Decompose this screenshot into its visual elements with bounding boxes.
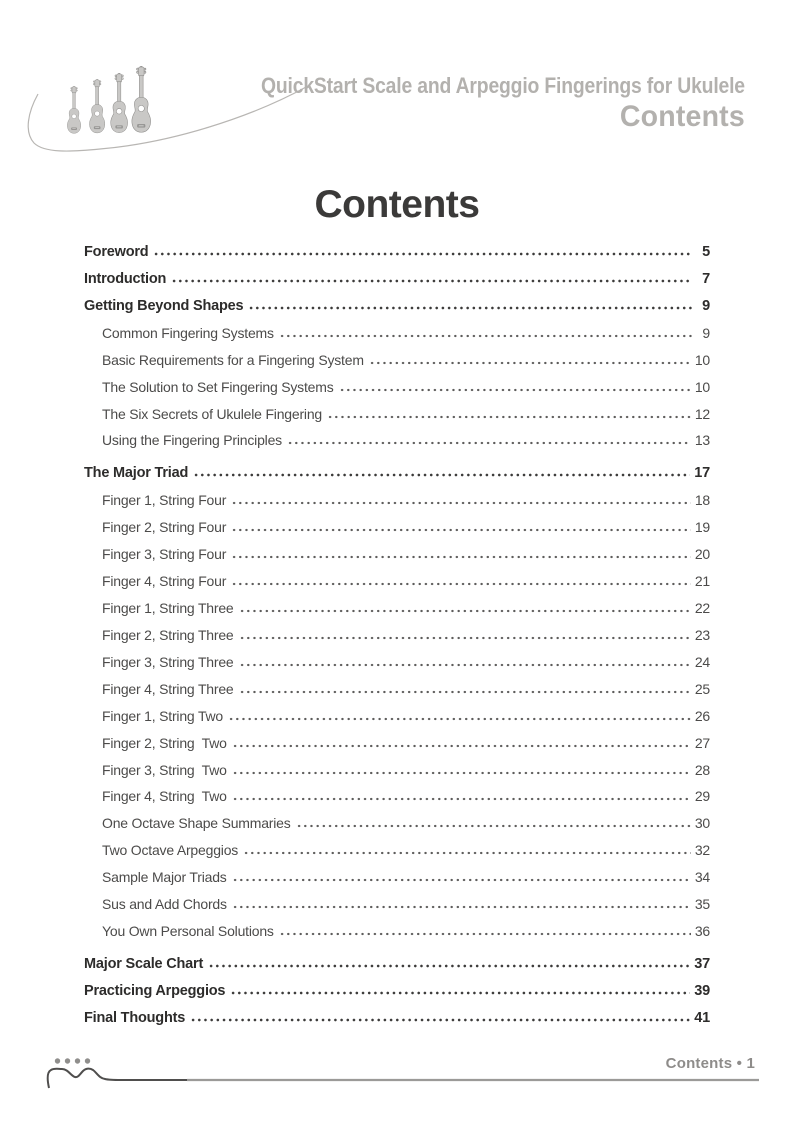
toc-entry (84, 319, 710, 346)
guitar-body-outline-icon (45, 1046, 760, 1090)
toc-leader-dots (231, 555, 691, 559)
toc-entry-page: 22 (694, 599, 710, 616)
toc-entry-label: Finger 1, String Two (102, 707, 224, 724)
toc-entry-page: 32 (694, 842, 710, 859)
toc-entry (84, 459, 710, 486)
toc-leader-dots (208, 964, 690, 968)
toc-entry-label: Finger 3, String Three (102, 653, 234, 670)
toc-entry-label: The Solution to Set Fingering Systems (102, 378, 334, 395)
toc-entry (84, 594, 710, 621)
toc-entry-label: Foreword (84, 244, 149, 260)
toc-entry-page: 37 (694, 955, 710, 972)
header-section-label: Contents (619, 100, 745, 134)
toc-entry (84, 648, 710, 675)
toc-entry-label: Finger 4, String Four (102, 573, 227, 590)
toc-entry-page: 20 (694, 546, 710, 563)
toc-entry (84, 1004, 710, 1031)
toc-entry (84, 292, 710, 319)
toc-leader-dots (369, 361, 691, 365)
toc-entry-label: You Own Personal Solutions (102, 923, 274, 940)
toc-entry-label: Major Scale Chart (84, 955, 204, 972)
toc-entry-label: Finger 2, String Four (102, 519, 227, 536)
toc-entry-page: 25 (694, 680, 710, 697)
toc-entry (84, 950, 710, 977)
toc-leader-dots (239, 690, 691, 694)
toc-entry-label: Finger 4, String Three (102, 680, 234, 697)
toc-entry-page: 36 (694, 923, 710, 940)
toc-entry (84, 426, 710, 453)
toc-entry (84, 486, 710, 513)
toc-leader-dots (190, 1018, 690, 1022)
toc-entry (84, 702, 710, 729)
toc-entry-page: 10 (694, 351, 710, 368)
toc-entry-label: Using the Fingering Principles (102, 432, 282, 449)
toc-entry (84, 373, 710, 400)
toc-entry-page: 7 (702, 270, 710, 287)
page-header (195, 74, 745, 133)
toc-leader-dots (279, 334, 692, 338)
toc-entry-page: 39 (694, 982, 710, 999)
toc-leader-dots (193, 473, 690, 477)
toc-leader-dots (231, 501, 691, 505)
toc-entry (84, 238, 710, 265)
toc-leader-dots (171, 279, 692, 283)
toc-entry (84, 863, 710, 890)
toc-entry-label: Final Thoughts (84, 1009, 186, 1026)
page-title: Contents (314, 183, 480, 226)
toc-leader-dots (327, 415, 691, 419)
toc-leader-dots (243, 851, 691, 855)
toc-entry-page: 18 (694, 492, 710, 509)
toc-entry (84, 567, 710, 594)
toc-leader-dots (153, 252, 692, 256)
toc-entry-label: Sus and Add Chords (102, 896, 227, 913)
toc-leader-dots (239, 636, 691, 640)
toc-entry-page: 9 (702, 324, 710, 341)
toc-entry-label: Finger 3, String Four (102, 546, 227, 563)
toc-leader-dots (296, 824, 691, 828)
toc-leader-dots (239, 609, 691, 613)
toc-entry (84, 890, 710, 917)
toc-entry-page: 41 (694, 1009, 710, 1026)
toc-entry (84, 756, 710, 783)
toc-leader-dots (232, 771, 691, 775)
toc-entry-label: Getting Beyond Shapes (84, 297, 244, 314)
toc-entry-page: 17 (694, 465, 710, 482)
toc-entry (84, 977, 710, 1004)
toc-leader-dots (339, 388, 691, 392)
toc-entry-page: 21 (694, 573, 710, 590)
toc-entry-label: Finger 4, String Two (102, 788, 227, 805)
toc-entry-label: Two Octave Arpeggios (102, 842, 239, 859)
toc-leader-dots (239, 663, 691, 667)
toc-leader-dots (287, 441, 691, 445)
toc-entry-page: 28 (694, 761, 710, 778)
toc-leader-dots (279, 932, 691, 936)
toc-leader-dots (232, 797, 691, 801)
ukulele-icon (66, 86, 82, 136)
toc-entry-label: Introduction (84, 270, 167, 287)
ukulele-icon (130, 66, 153, 136)
toc-entry-label: Finger 3, String Two (102, 761, 227, 778)
toc-entry (84, 675, 710, 702)
toc-leader-dots (228, 717, 691, 721)
toc-entry-page: 12 (694, 405, 710, 422)
toc-entry (84, 729, 710, 756)
toc-entry (84, 917, 710, 944)
toc-entry-page: 10 (694, 378, 710, 395)
toc-entry-page: 26 (694, 707, 710, 724)
toc-entry-page: 9 (702, 297, 710, 314)
toc-entry (84, 621, 710, 648)
toc-entry-page: 29 (694, 788, 710, 805)
toc-leader-dots (248, 306, 692, 310)
toc-entry-label: Finger 1, String Three (102, 599, 234, 616)
toc-entry-label: Finger 1, String Four (102, 492, 227, 509)
toc-entry-label: The Six Secrets of Ukulele Fingering (102, 405, 323, 422)
toc-leader-dots (231, 582, 691, 586)
toc-entry-page: 13 (694, 432, 710, 449)
toc-entry (84, 809, 710, 836)
toc-entry-page: 34 (694, 869, 710, 886)
toc-entry (84, 346, 710, 373)
toc-entry-page: 24 (694, 653, 710, 670)
book-title: QuickStart Scale and Arpeggio Fingerings for Ukulele (261, 73, 745, 98)
toc-entry (84, 836, 710, 863)
toc-entry-label: Common Fingering Systems (102, 324, 274, 341)
toc-entry-label: Sample Major Triads (102, 869, 227, 886)
toc-entry-page: 35 (694, 896, 710, 913)
toc-entry-page: 5 (702, 244, 710, 260)
toc-entry (84, 782, 710, 809)
toc-entry-page: 19 (694, 519, 710, 536)
ukulele-icon (109, 73, 129, 136)
toc-leader-dots (231, 528, 691, 532)
toc-entry-label: Practicing Arpeggios (84, 982, 226, 999)
toc-entry-label: Basic Requirements for a Fingering System (102, 351, 364, 368)
toc-list (84, 238, 710, 1031)
toc-entry-label: The Major Triad (84, 465, 189, 482)
toc-leader-dots (230, 991, 690, 995)
toc-leader-dots (232, 878, 691, 882)
four-dots-icon (55, 1058, 90, 1063)
toc-entry-label: One Octave Shape Summaries (102, 815, 291, 832)
toc-entry-label: Finger 2, String Two (102, 734, 227, 751)
toc-entry (84, 400, 710, 427)
toc-entry-label: Finger 2, String Three (102, 626, 234, 643)
toc-leader-dots (232, 744, 691, 748)
toc-entry (84, 540, 710, 567)
toc-entry-page: 27 (694, 734, 710, 751)
toc-entry (84, 265, 710, 292)
toc-entry-page: 23 (694, 626, 710, 643)
ukulele-icon (88, 79, 106, 136)
toc-leader-dots (232, 905, 691, 909)
toc-entry (84, 513, 710, 540)
toc-entry-page: 30 (694, 815, 710, 832)
footer-page-label: Contents • 1 (665, 1055, 755, 1072)
